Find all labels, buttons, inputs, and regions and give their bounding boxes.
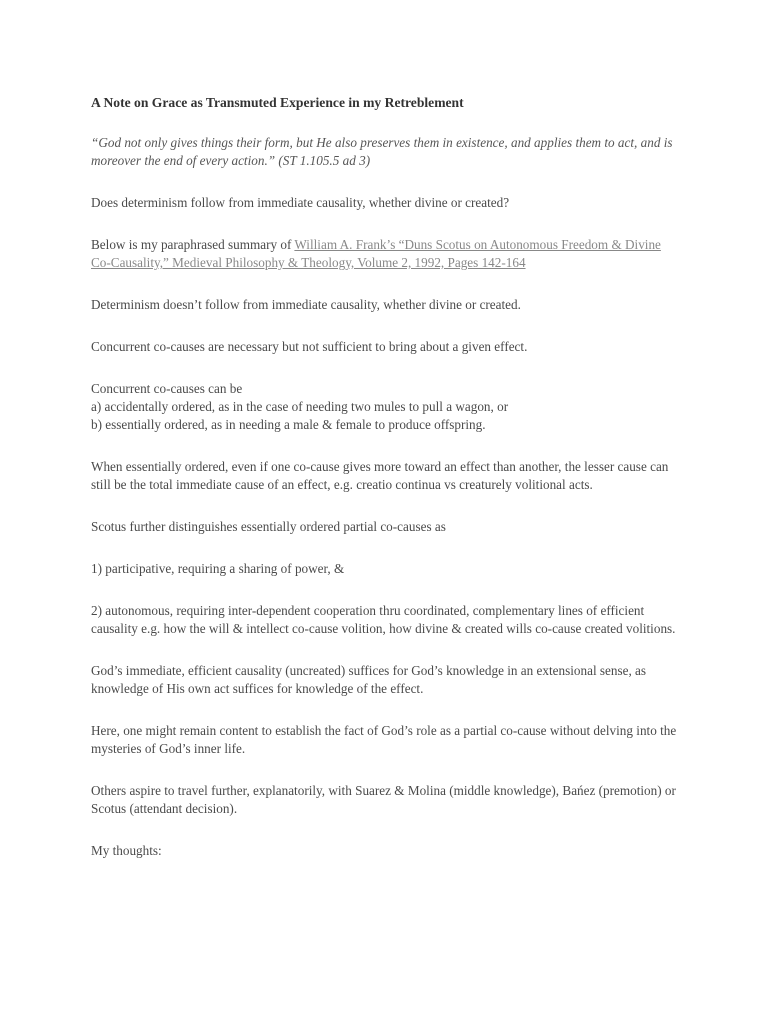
document-page: [91, 94, 681, 884]
paragraph-2: [91, 236, 681, 272]
paragraph-5-line-3: b) essentially ordered, as in needing a male & female to produce offspring.: [91, 417, 486, 432]
document-title: A Note on Grace as Transmuted Experience in my Retreblement: [91, 95, 464, 110]
paragraph-9: 2) autonomous, requiring inter-dependent cooperation thru coordinated, complementary lines of efficient causality e.g. how the will & intellect co-cause volition, how divine & created wills co-cause created volitions.: [91, 603, 676, 636]
paragraph-4: Concurrent co-causes are necessary but not sufficient to bring about a given effect.: [91, 339, 528, 354]
paragraph-8: 1) participative, requiring a sharing of power, &: [91, 561, 345, 576]
source-citation-link[interactable]: William A. Frank’s “Duns Scotus on Autonomous Freedom & Divine Co-Causality,” Medieval Philosophy & Theology, Volume 2, 1992, Pages 142-164: [91, 237, 661, 270]
paragraph-13: My thoughts:: [91, 843, 162, 858]
paragraph-10: God’s immediate, efficient causality (uncreated) suffices for God’s knowledge in an extensional sense, as knowledge of His own act suffices for knowledge of the effect.: [91, 663, 647, 696]
paragraph-12: Others aspire to travel further, explanatorily, with Suarez & Molina (middle knowledge), Bańez (premotion) or Scotus (attendant decision).: [91, 783, 676, 816]
paragraph-2-text: Below is my paraphrased summary of: [91, 237, 295, 252]
paragraph-11: Here, one might remain content to establish the fact of God’s role as a partial co-cause without delving into the mysteries of God’s inner life.: [91, 723, 677, 756]
paragraph-7: Scotus further distinguishes essentially ordered partial co-causes as: [91, 519, 446, 534]
paragraph-1: Does determinism follow from immediate causality, whether divine or created?: [91, 195, 510, 210]
paragraph-6: When essentially ordered, even if one co-cause gives more toward an effect than another, the lesser cause can still be the total immediate cause of an effect, e.g. creatio continua vs creaturely volitional acts.: [91, 459, 669, 492]
quote-text: “God not only gives things their form, but He also preserves them in existence, and applies them to act, and is moreover the end of every action.”: [91, 135, 673, 168]
paragraph-5: [91, 380, 681, 434]
epigraph-quote: [91, 134, 681, 170]
paragraph-5-line-2: a) accidentally ordered, as in the case of needing two mules to pull a wagon, or: [91, 399, 509, 414]
paragraph-3: Determinism doesn’t follow from immediate causality, whether divine or created.: [91, 297, 521, 312]
paragraph-5-line-1: Concurrent co-causes can be: [91, 381, 243, 396]
quote-citation: (ST 1.105.5 ad 3): [278, 153, 371, 168]
